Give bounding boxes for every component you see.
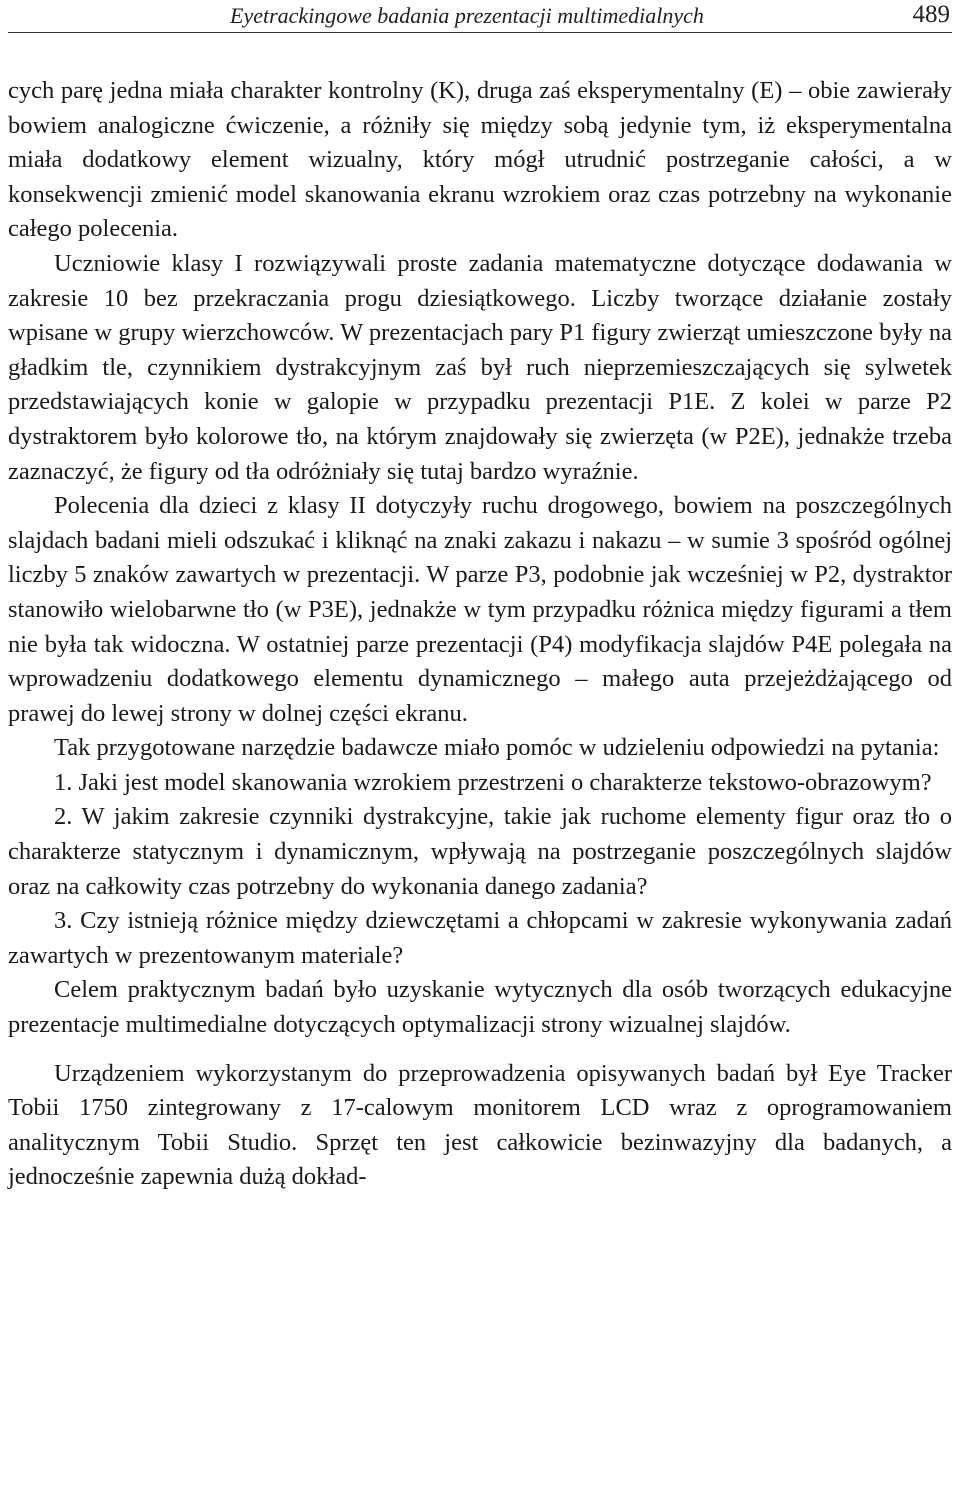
paragraph-practical-goal: Celem praktycznym badań było uzyskanie wytycznych dla osób tworzących edukacyjne prezentacje multimedialne dotyczących optymalizacji strony wizualnej slajdów. — [8, 976, 952, 1039]
page-header — [8, 0, 952, 33]
paragraph-class-one: Uczniowie klasy I rozwiązywali proste zadania matematyczne dotyczące dodawania w zakresie 10 bez przekraczania progu dziesiątkowego. Liczby tworzące działanie zostały wpisane w grupy wierzchowców. W prezentacjach pary P1 figury zwierząt umieszczone były na gładkim tle, czynnikiem dystrakcyjnym zaś był ruch nieprzemieszczających się sylwetek przedstawiających konie w galopie w przypadku prezentacji P1E. Z kolei w parze P2 dystraktorem było kolorowe tło, na którym znajdowały się zwierzęta (w P2E), jednakże trzeba zaznaczyć, że figury od tła odróżniały się tutaj bardzo wyraźnie. — [8, 249, 952, 485]
research-question-2: 2. W jakim zakresie czynniki dystrakcyjne, takie jak ruchome elementy figur oraz tło o charakterze statycznym i dynamicznym, wpływają na postrzeganie poszczególnych slajdów oraz na całkowity czas potrzebny do wykonania danego zadania? — [8, 803, 952, 900]
running-title: Eyetrackingowe badania prezentacji multimedialnych — [230, 3, 704, 28]
paragraph-class-two: Polecenia dla dzieci z klasy II dotyczyły ruchu drogowego, bowiem na poszczególnych slajdach badani mieli odszukać i kliknąć na znaki zakazu i nakazu – w sumie 3 spośród ogólnej liczby 5 znaków zawartych w prezentacji. W parze P3, podobnie jak wcześniej w P2, dystraktor stanowiło wielobarwne tło (w P3E), jednakże w tym przypadku różnica między figurami a tłem nie była tak widoczna. W ostatniej parze prezentacji (P4) modyfikacja slajdów P4E polegała na wprowadzeniu dodatkowego elementu dynamicznego – małego auta przejeżdżającego od prawej do lewej strony w dolnej części ekranu. — [8, 492, 952, 727]
paragraph-continuation: cych parę jedna miała charakter kontrolny (K), druga zaś eksperymentalny (E) – obie zawierały bowiem analogiczne ćwiczenie, a różniły się między sobą jedynie tym, iż eksperymentalna miała dodatkowy element wizualny, który mógł utrudnić postrzeganie całości, a w konsekwencji zmienić model skanowania ekranu wzrokiem oraz czas potrzebny na wykonanie całego polecenia. — [8, 77, 952, 243]
research-question-3: 3. Czy istnieją różnice między dziewczętami a chłopcami w zakresie wykonywania zadań zawartych w prezentowanym materiale? — [8, 907, 952, 969]
page-number: 489 — [912, 1, 950, 28]
research-question-1: 1. Jaki jest model skanowania wzrokiem przestrzeni o charakterze tekstowo-obrazowym? — [54, 768, 932, 796]
paragraph-research-questions-intro: Tak przygotowane narzędzie badawcze miało pomóc w udzieleniu odpowiedzi na pytania: — [54, 734, 940, 762]
body-text — [8, 74, 952, 1195]
paragraph-equipment: Urządzeniem wykorzystanym do przeprowadzenia opisywanych badań był Eye Tracker Tobii 1750 zintegrowany z 17-calowym monitorem LCD wraz z oprogramowaniem analitycznym Tobii Studio. Sprzęt ten jest całkowicie bezinwazyjny dla badanych, a jednocześnie zapewnia dużą dokład- — [8, 1059, 952, 1191]
